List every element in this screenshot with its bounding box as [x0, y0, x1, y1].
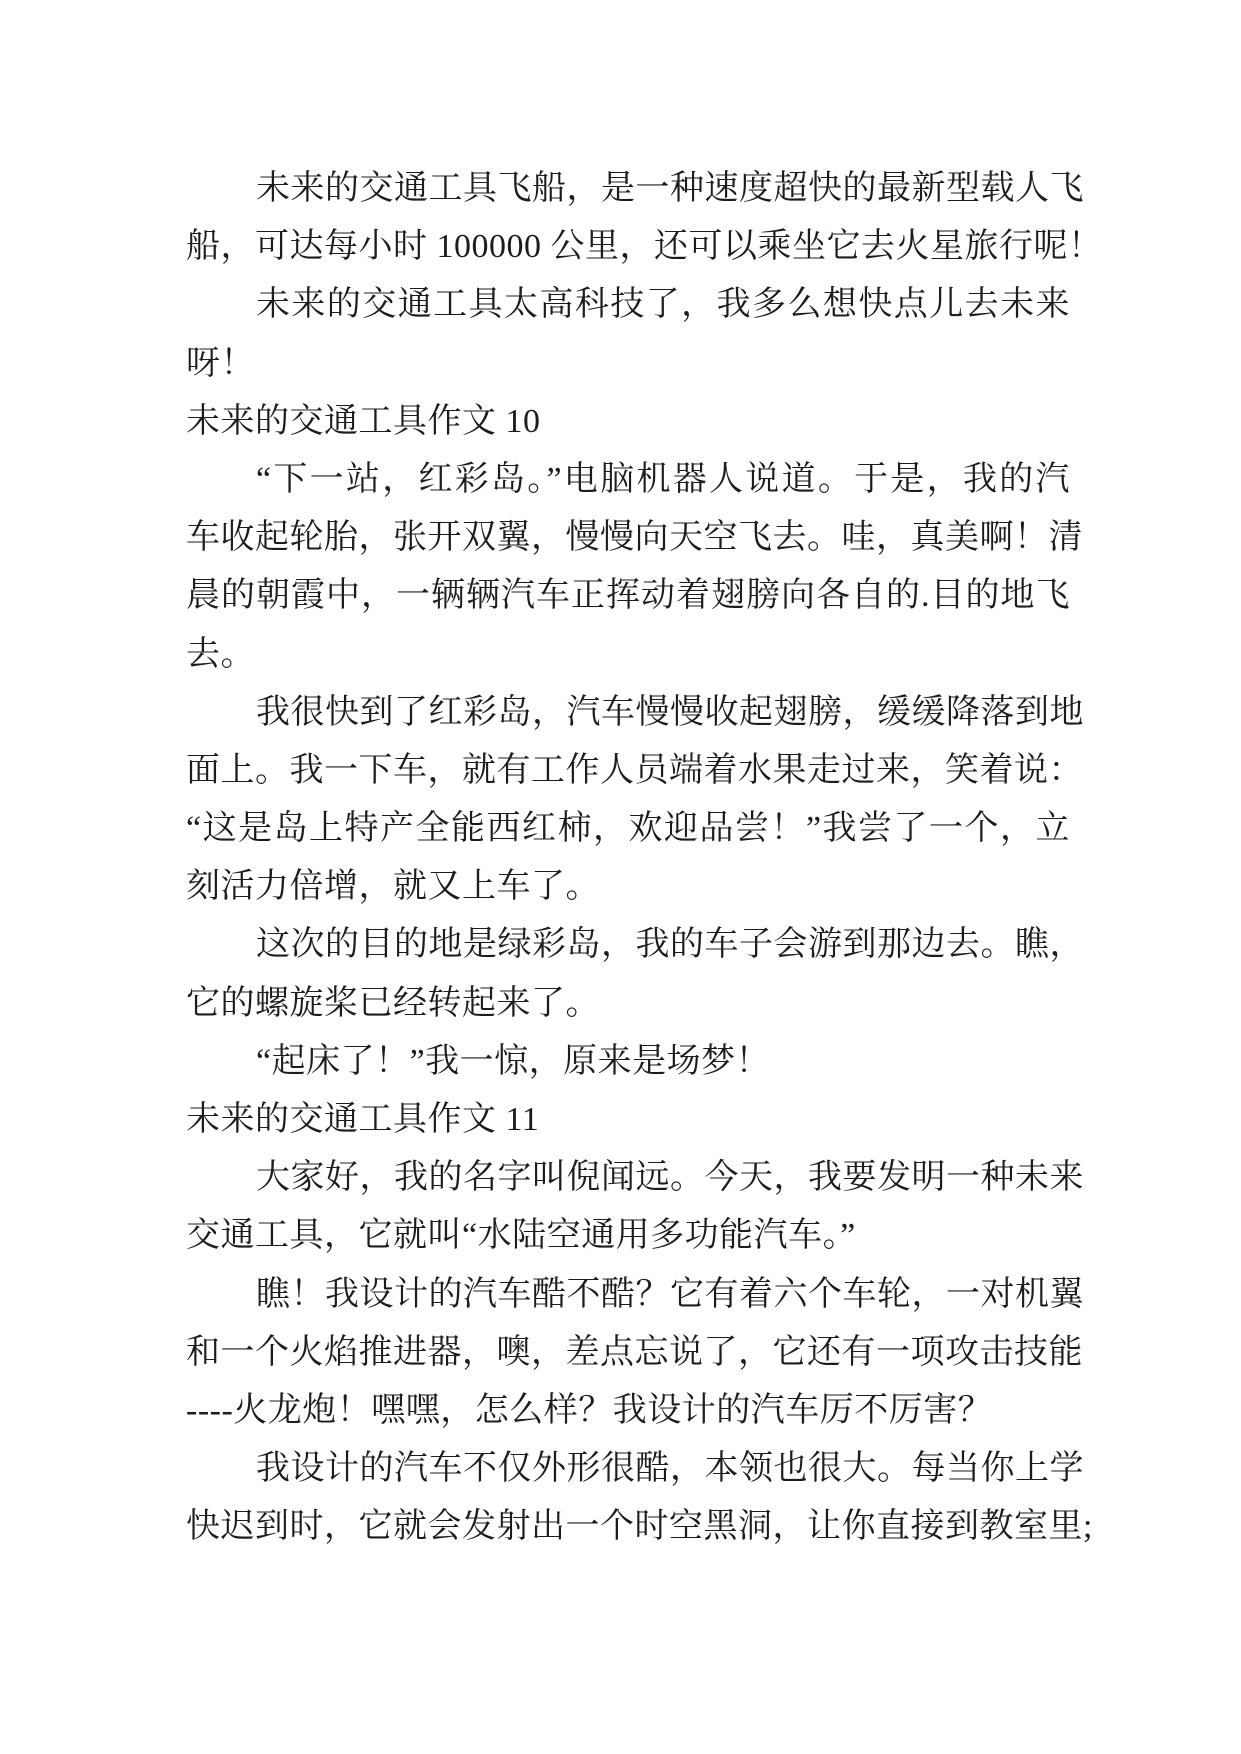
text-line: 和一个火焰推进器，噢，差点忘说了，它还有一项攻击技能 [186, 1333, 1083, 1371]
text-line: “下一站，红彩岛。”电脑机器人说道。于是，我的汽 [256, 460, 1070, 498]
text-line: 我很快到了红彩岛，汽车慢慢收起翅膀，缓缓降落到地 [256, 693, 1084, 731]
text-line: 我设计的汽车不仅外形很酷，本领也很大。每当你上学 [256, 1450, 1084, 1488]
text-line: 快迟到时，它就会发射出一个时空黑洞，让你直接到教室里; [186, 1508, 1093, 1546]
text-line: 这次的目的地是绿彩岛，我的车子会游到那边去。瞧， [256, 926, 1084, 964]
section-heading: 未来的交通工具作文 11 [186, 1101, 540, 1138]
text-line: 未来的交通工具飞船，是一种速度超快的最新型载人飞 [256, 170, 1084, 207]
text-line: 瞧！我设计的汽车酷不酷？它有着六个车轮，一对机翼 [256, 1275, 1084, 1313]
text-line: 呀！ [186, 344, 255, 382]
text-line: 大家好，我的名字叫倪闻远。今天，我要发明一种未来 [256, 1159, 1084, 1197]
text-line: 晨的朝霞中，一辆辆汽车正挥动着翅膀向各自的.目的地飞 [186, 577, 1070, 615]
text-line: 交通工具，它就叫“水陆空通用多功能汽车。” [186, 1217, 856, 1255]
text-line: 未来的交通工具太高科技了，我多么想快点儿去未来 [256, 286, 1070, 324]
text-line: “起床了！”我一惊，原来是场梦！ [256, 1042, 771, 1080]
text-line: ----火龙炮！嘿嘿，怎么样？我设计的汽车厉不厉害？ [186, 1391, 993, 1429]
text-line: 刻活力倍增，就又上车了。 [186, 868, 600, 906]
document-content [186, 160, 1103, 1557]
text-line: 船，可达每小时 100000 公里，还可以乘坐它去火星旅行呢！ [186, 228, 1103, 266]
text-line: 它的螺旋桨已经转起来了。 [186, 984, 600, 1022]
text-line: 面上。我一下车，就有工作人员端着水果走过来，笑着说： [186, 751, 1083, 789]
text-line: 车收起轮胎，张开双翼，慢慢向天空飞去。哇，真美啊！清 [186, 519, 1083, 557]
section-heading: 未来的交通工具作文 10 [186, 402, 541, 440]
text-line: “这是岛上特产全能西红柿，欢迎品尝！”我尝了一个，立 [186, 810, 1070, 848]
text-line: 去。 [186, 635, 255, 673]
